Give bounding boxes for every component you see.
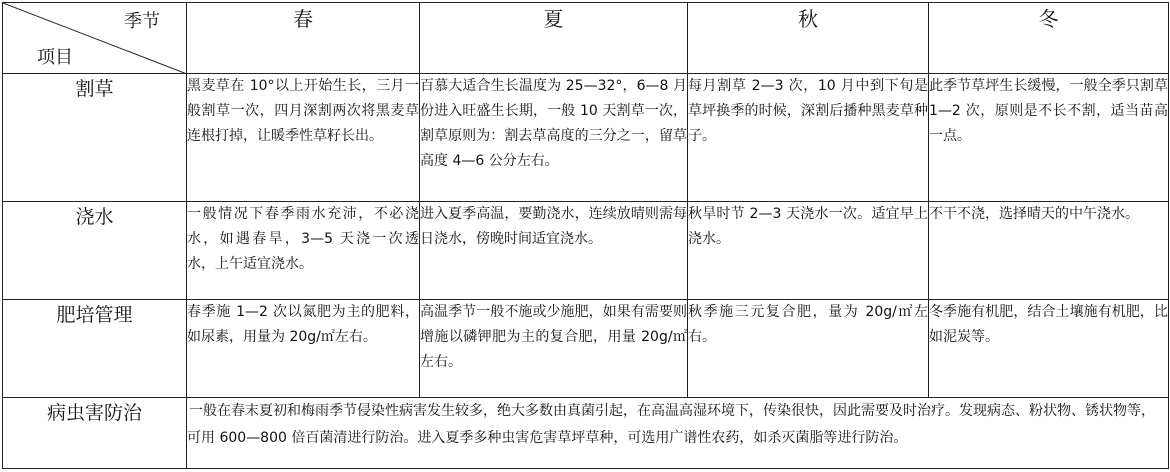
header-autumn: 秋 (688, 3, 929, 74)
table-row-pest-control (3, 398, 1169, 469)
row-label-watering: 浇水 (3, 202, 187, 300)
cell-watering-spring: 一般情况下春季雨水充沛，不必浇水，如遇春旱，3—5 天浇一次透水，上午适宜浇水。 (187, 202, 420, 300)
cell-fertilizing-autumn: 秋季施三元复合肥，量为 20g/㎡左右。 (688, 300, 929, 398)
cell-watering-autumn: 秋旱时节 2—3 天浇水一次。适宜早上浇水。 (688, 202, 929, 300)
cell-pest-control: 一般在春末夏初和梅雨季节侵染性病害发生较多，绝大多数由真菌引起，在高温高湿环境下，传染很快，因此需要及时治疗。发现病态、粉状物、锈状物等，可用 600—800 倍百菌清进行防治。进入夏季多种虫害危害草坪草种，可选用广谱性农药，如杀灭菌脂等进行防治。 (187, 398, 1169, 469)
cell-mowing-winter: 此季节草坪生长缓慢，一般全季只割草 1—2 次，原则是不长不割，适当苗高一点。 (929, 74, 1169, 202)
lawn-care-table (2, 2, 1169, 469)
header-spring: 春 (187, 3, 420, 74)
header-winter: 冬 (929, 3, 1169, 74)
cell-fertilizing-summer: 高温季节一般不施或少施肥，如果有需要则增施以磷钾肥为主的复合肥，用量 20g/㎡左右。 (420, 300, 688, 398)
cell-watering-summer: 进入夏季高温，要勤浇水，连续放晴则需每日浇水，傍晚时间适宜浇水。 (420, 202, 688, 300)
table-row-fertilizing (3, 300, 1169, 398)
season-axis-label: 季节 (124, 11, 160, 32)
row-label-fertilizing: 肥培管理 (3, 300, 187, 398)
cell-watering-winter: 不干不浇，选择晴天的中午浇水。 (929, 202, 1169, 300)
row-label-mowing: 割草 (3, 74, 187, 202)
cell-mowing-spring: 黑麦草在 10°以上开始生长，三月一般割草一次，四月深割两次将黑麦草连根打掉，让暖季性草籽长出。 (187, 74, 420, 202)
item-axis-label: 项目 (37, 47, 73, 68)
cell-fertilizing-spring: 春季施 1—2 次以氮肥为主的肥料，如尿素，用量为 20g/㎡左右。 (187, 300, 420, 398)
row-label-pest-control: 病虫害防治 (3, 398, 187, 469)
table-row-mowing (3, 74, 1169, 202)
cell-mowing-autumn: 每月割草 2—3 次，10 月中到下旬是草坪换季的时候，深割后播种黑麦草种子。 (688, 74, 929, 202)
header-summer: 夏 (420, 3, 688, 74)
corner-header-cell (3, 3, 187, 74)
table-row-watering (3, 202, 1169, 300)
cell-fertilizing-winter: 冬季施有机肥，结合土壤施有机肥，比如泥炭等。 (929, 300, 1169, 398)
cell-mowing-summer: 百慕大适合生长温度为 25—32°，6—8 月份进入旺盛生长期，一般 10 天割草一次，割草原则为：割去草高度的三分之一，留草高度 4—6 公分左右。 (420, 74, 688, 202)
header-row (3, 3, 1169, 74)
